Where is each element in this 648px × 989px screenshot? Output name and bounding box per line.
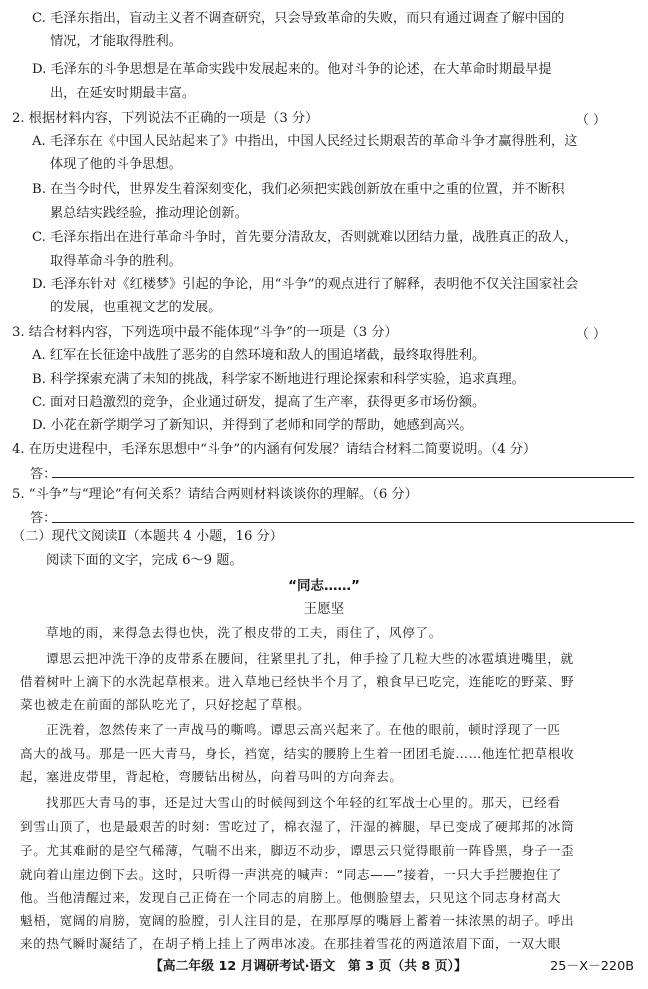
q2-option-b-line1: B. 在当今时代，世界发生着深刻变化，我们必须把实践创新放在重中之重的位置，并不断积 [32, 182, 565, 197]
q2-stem: 2. 根据材料内容，下列说法不正确的一项是（3 分） [12, 111, 319, 126]
story-author: 王愿坚 [303, 601, 345, 617]
q3-stem: 3. 结合材料内容，下列选项中最不能体现“斗争”的一项是（3 分） [12, 325, 398, 340]
q5-stem: 5. “斗争”与“理论”有何关系？请结合两则材料谈谈你的理解。（6 分） [12, 487, 418, 502]
q1-option-c-line1: C. 毛泽东指出，盲动主义者不调查研究，只会导致革命的失败，而只有通过调查了解中国的 [32, 11, 565, 26]
q3-option-a: A. 红军在长征途中战胜了恶劣的自然环境和敌人的围追堵截，最终取得胜利。 [32, 348, 486, 363]
story-paragraph-4-line5: 他。当他清醒过来，发现自己正倚在一个同志的肩膀上。他侧脸望去，只见这个同志身材高大 [20, 890, 561, 905]
story-paragraph-4-line3: 子。尤其难耐的是空气稀薄，气喘不出来，脚迈不动步，谭思云只觉得眼前一阵昏黑，身子一歪 [20, 843, 575, 858]
story-paragraph-3-line2: 高大的战马。那是一匹大青马，身长，裆宽，结实的腰胯上生着一团团毛旋……他连忙把草根收 [20, 746, 575, 761]
q2-option-a-line2: 体现了他的斗争思想。 [50, 157, 182, 172]
q4-stem: 4. 在历史进程中，毛泽东思想中“斗争”的内涵有何发展？请结合材料二简要说明。（4 分） [12, 442, 537, 457]
q2-option-c-line1: C. 毛泽东指出在进行革命斗争时，首先要分清敌友，否则就难以团结力量，战胜真正的敌人， [32, 230, 578, 245]
q1-option-d-line2: 出，在延安时期最丰富。 [50, 86, 196, 101]
q1-option-d-line1: D. 毛泽东的斗争思想是在革命实践中发展起来的。他对斗争的论述，在大革命时期最早提 [32, 62, 552, 77]
q4-answer-line[interactable] [52, 477, 634, 478]
q4-answer-label: 答： [30, 467, 57, 482]
story-paragraph-1-line1: 草地的雨，来得急去得也快，洗了根皮带的工夫，雨住了，风停了。 [46, 625, 442, 640]
q2-option-d-line1: D. 毛泽东针对《红楼梦》引起的争论，用“斗争”的观点进行了解释，表明他不仅关注国家社会 [32, 277, 579, 292]
q5-answer-line[interactable] [52, 522, 634, 523]
story-paragraph-4-line7: 来的热气瞬时凝结了，在胡子梢上挂上了两串冰凌。在那挂着雪花的两道浓眉下面，一双大眼 [20, 936, 561, 951]
footer-paper-code: 25－X－220B [550, 959, 634, 974]
story-paragraph-3-line3: 起，塞进皮带里，背起枪，弯腰钻出树丛，向着马叫的方向奔去。 [20, 769, 403, 784]
footer-exam-info: 【高二年级 12 月调研考试·语文 第 3 页（共 8 页）】 [150, 959, 467, 974]
story-title: “同志……” [288, 578, 360, 594]
q2-option-d-line2: 的发展，也重视文艺的发展。 [50, 300, 222, 315]
q3-option-b: B. 科学探索充满了未知的挑战，科学家不断地进行理论探索和科学实验，追求真理。 [32, 372, 525, 387]
q2-answer-parens: （ ） [575, 113, 606, 128]
q3-answer-parens: （ ） [575, 327, 606, 342]
story-paragraph-2-line2: 借着树叶上滴下的水洗起草根来。进入草地已经快半个月了，粮食早已吃完，连能吃的野菜、野 [20, 674, 575, 689]
q3-option-d: D. 小花在新学期学习了新知识，并得到了老师和同学的帮助，她感到高兴。 [32, 418, 473, 433]
q2-option-c-line2: 取得革命斗争的胜利。 [50, 254, 182, 269]
story-paragraph-4-line6: 魁梧，宽阔的肩膀，宽阔的脸膛，引人注目的是，在那厚厚的嘴唇上蓄着一抹浓黑的胡子。呼出 [20, 913, 575, 928]
story-paragraph-3-line1: 正洗着，忽然传来了一声战马的嘶鸣。谭思云高兴起来了。在他的眼前，顿时浮现了一匹 [46, 722, 561, 737]
story-paragraph-4-line4: 就向着山崖边倒下去。这时，只听得一声洪亮的喊声：“同志——”接着，一只大手拦腰抱住了 [20, 867, 562, 882]
q1-option-c-line2: 情况，才能取得胜利。 [50, 34, 182, 49]
story-paragraph-4-line2: 到雪山顶了，也是最艰苦的时刻：雪吃过了，棉衣湿了，汗湿的裤腿，早已变成了硬邦邦的冰筒 [20, 819, 575, 834]
q2-option-a-line1: A. 毛泽东在《中国人民站起来了》中指出，中国人民经过长期艰苦的革命斗争才赢得胜利，这 [32, 134, 578, 149]
q5-answer-label: 答： [30, 511, 57, 526]
story-paragraph-2-line3: 菜也被走在前面的部队吃光了，只好挖起了草根。 [20, 697, 311, 712]
q3-option-c: C. 面对日趋激烈的竞争，企业通过研发，提高了生产率，获得更多市场份额。 [32, 395, 486, 410]
q2-option-b-line2: 累总结实践经验，推动理论创新。 [50, 206, 248, 221]
story-paragraph-4-line1: 找那匹大青马的事，还是过大雪山的时候闯到这个年轻的红军战士心里的。那天，已经看 [46, 795, 561, 810]
section2-heading: （二）现代文阅读Ⅱ（本题共 4 小题，16 分） [12, 529, 283, 544]
section2-instruction: 阅读下面的文字，完成 6～9 题。 [46, 553, 243, 568]
story-paragraph-2-line1: 谭思云把冲洗干净的皮带系在腰间，往紧里扎了扎，伸手捡了几粒大些的冰雹填进嘴里，就 [46, 651, 574, 666]
